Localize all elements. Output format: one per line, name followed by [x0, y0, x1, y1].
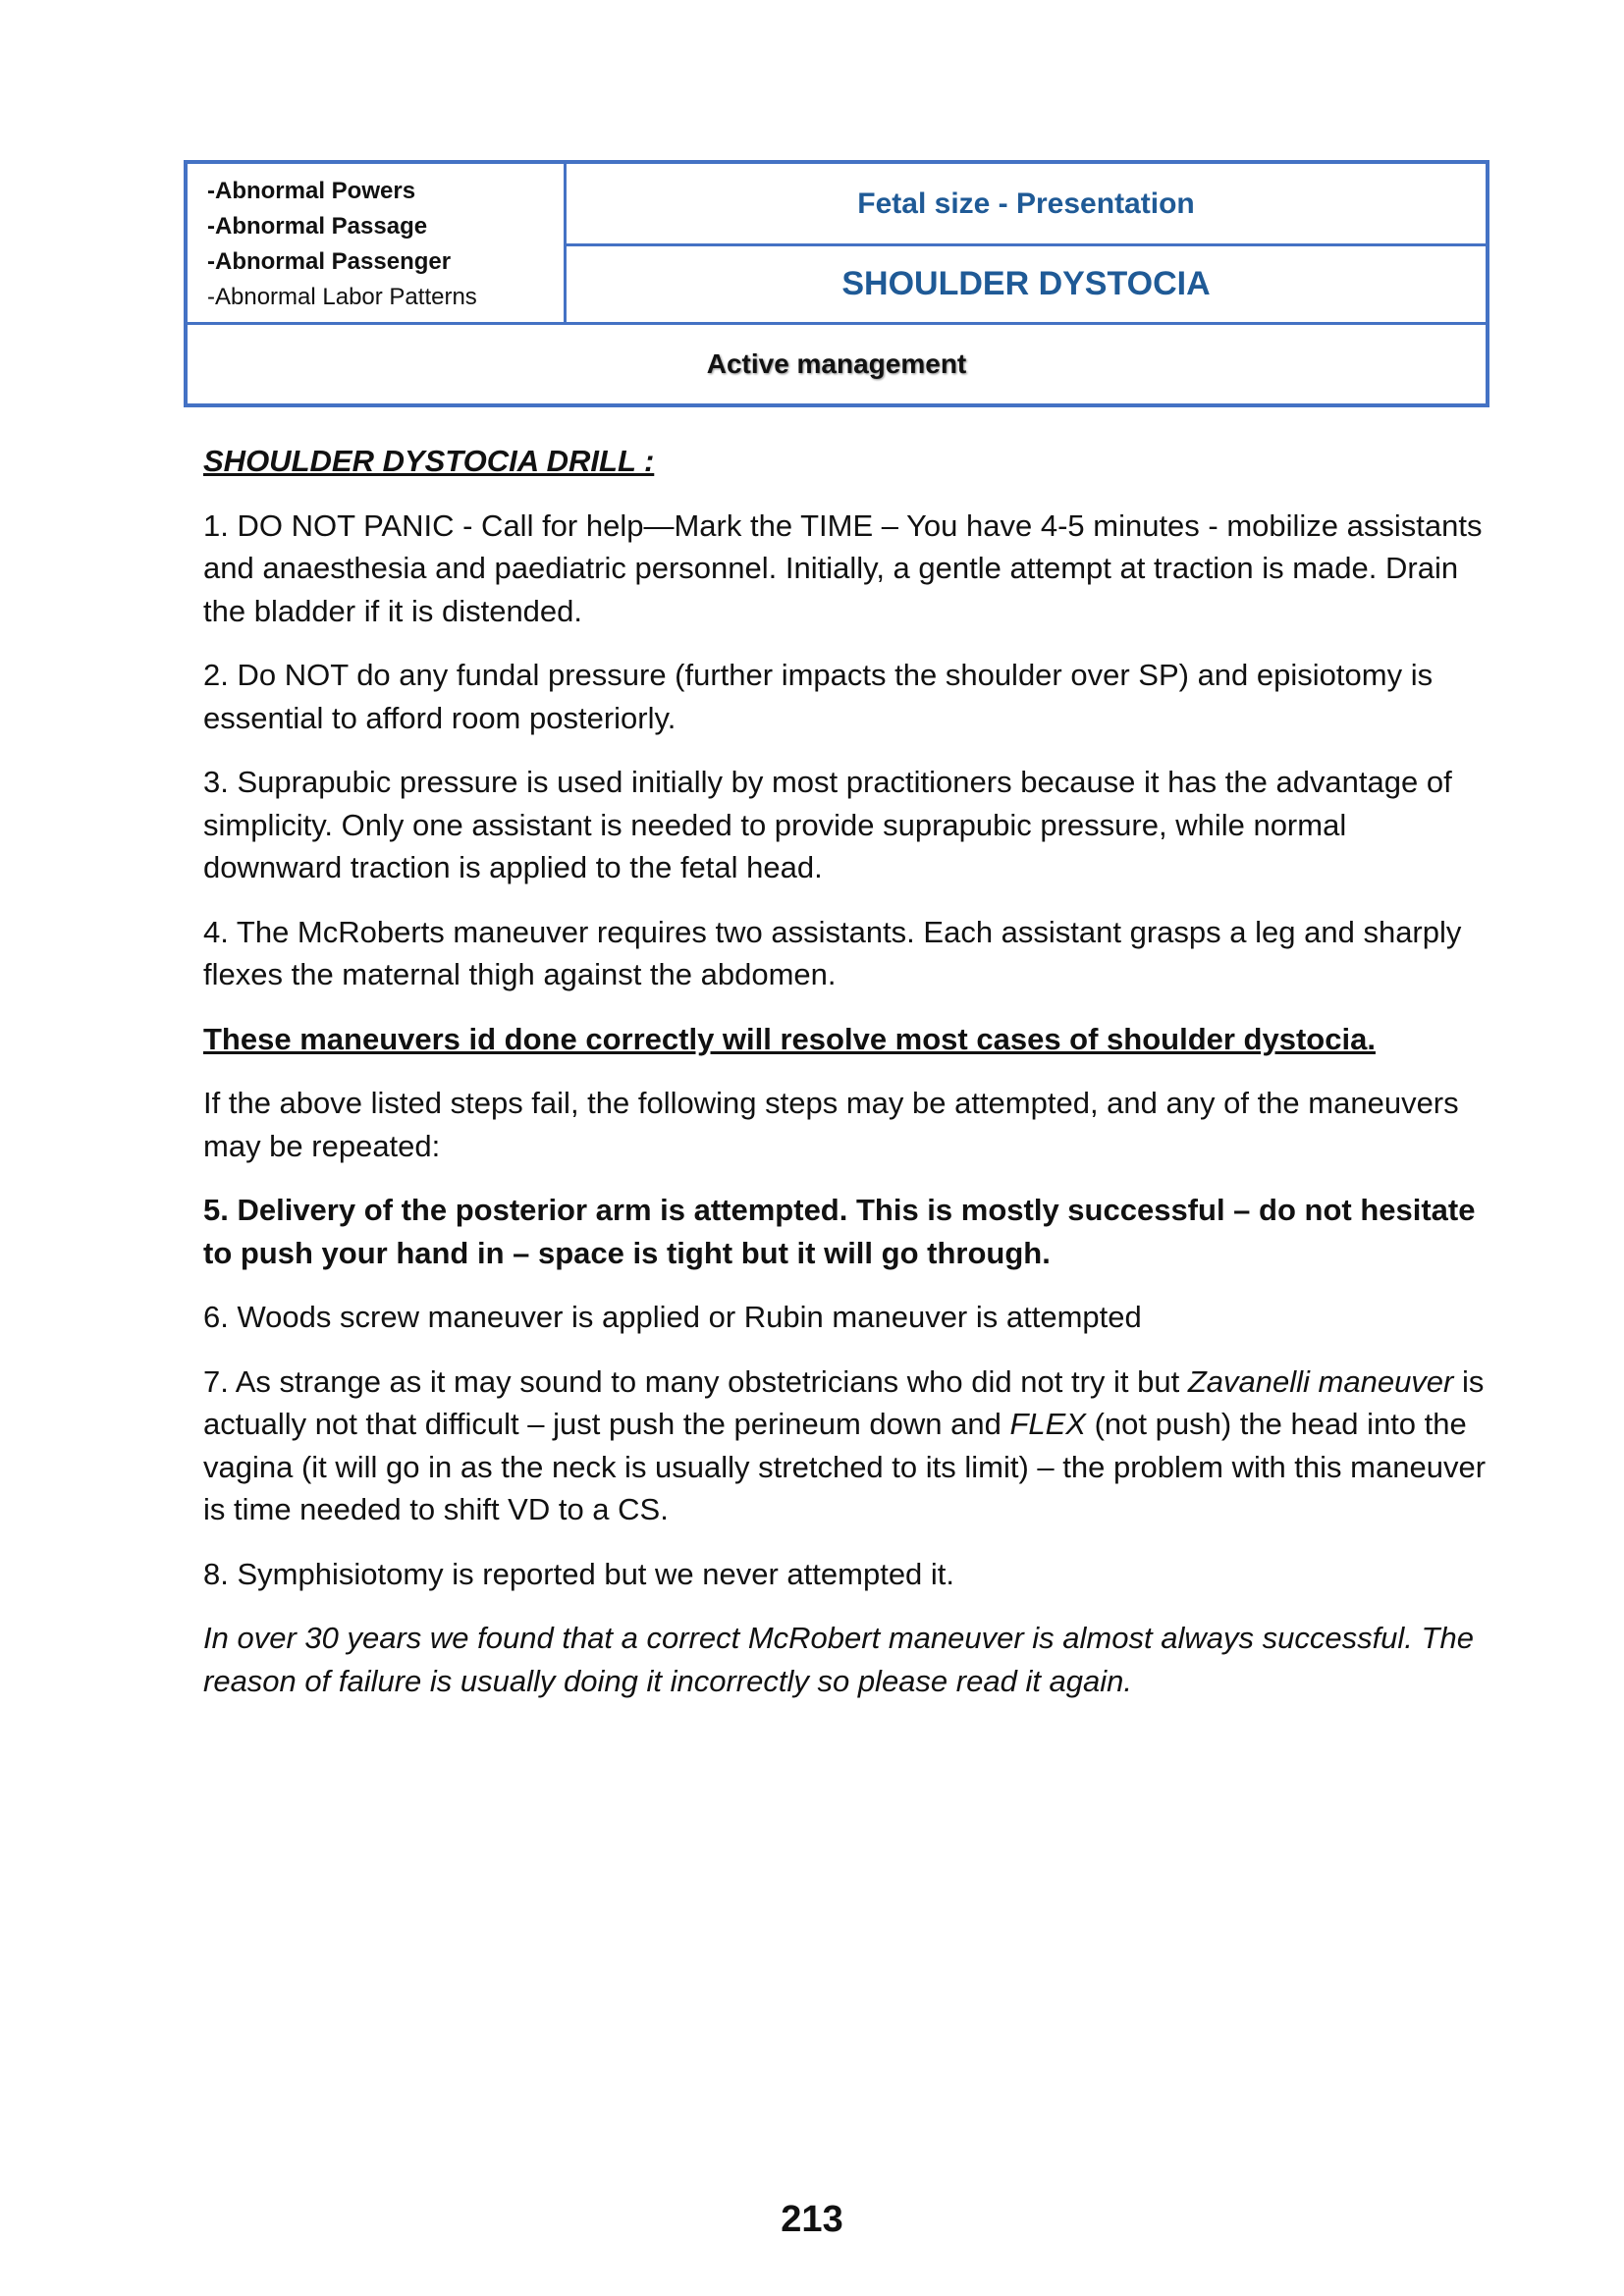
category-list: [188, 164, 567, 325]
flex-term: FLEX: [1009, 1407, 1086, 1441]
category-passage: -Abnormal Passage: [207, 213, 428, 240]
step-5: 5. Delivery of the posterior arm is attempted. This is mostly successful – do not hesitate to push your hand in – space is tight but it will go through.: [203, 1193, 1476, 1270]
step-8: 8. Symphisiotomy is reported but we never attempted it.: [203, 1556, 955, 1591]
step-4: 4. The McRoberts maneuver requires two assistants. Each assistant grasps a leg and sharply flexes the maternal thigh against the abdomen.: [203, 914, 1462, 991]
section-label: Active management: [706, 348, 967, 379]
page-title: SHOULDER DYSTOCIA: [564, 246, 1486, 325]
zavanelli-term: Zavanelli maneuver: [1187, 1363, 1454, 1399]
step-7-text: (not push) the head into the vagina (it will go in as the neck is usually stretched to its limit) – the problem with this maneuver is time needed to shift VD to a CS.: [203, 1407, 1487, 1526]
step-7-text: 7. As strange as it may sound to many obstetricians who did not try it but: [203, 1363, 1188, 1399]
category-powers: -Abnormal Powers: [207, 178, 416, 204]
drill-heading: SHOULDER DYSTOCIA DRILL :: [203, 444, 655, 478]
step-2: 2. Do NOT do any fundal pressure (further impacts the shoulder over SP) and episiotomy is essential to afford room posteriorly.: [203, 658, 1434, 735]
category-passenger: -Abnormal Passenger: [207, 248, 452, 275]
step-3: 3. Suprapubic pressure is used initially by most practitioners because it has the advantage of simplicity. Only one assistant is needed to provide suprapubic pressure, while normal downward traction is applied to the fetal head.: [203, 765, 1452, 884]
closing-note: In over 30 years we found that a correct McRobert maneuver is almost always successful. The reason of failure is usually doing it incorrectly so please read it again.: [203, 1621, 1474, 1698]
header-subtitle: Fetal size - Presentation: [567, 164, 1486, 246]
step-7: [203, 1361, 1489, 1531]
step-7-text: is actually not that difficult – just push the perineum down and: [203, 1363, 1485, 1441]
header-table: [184, 160, 1489, 407]
step-1: 1. DO NOT PANIC - Call for help—Mark the TIME – You have 4-5 minutes - mobilize assistants and anaesthesia and paediatric personnel. Initially, a gentle attempt at traction is made. Drain the bladder if it is distended.: [203, 507, 1483, 628]
step-6: 6. Woods screw maneuver is applied or Rubin maneuver is attempted: [203, 1300, 1142, 1334]
page-number: 213: [781, 2199, 843, 2240]
fallback-intro: If the above listed steps fail, the following steps may be attempted, and any of the maneuvers may be repeated:: [203, 1086, 1459, 1163]
emphasis-note: These maneuvers id done correctly will resolve most cases of shoulder dystocia.: [203, 1021, 1376, 1056]
document-body: [203, 440, 1489, 1724]
category-labor-patterns: -Abnormal Labor Patterns: [207, 284, 477, 310]
